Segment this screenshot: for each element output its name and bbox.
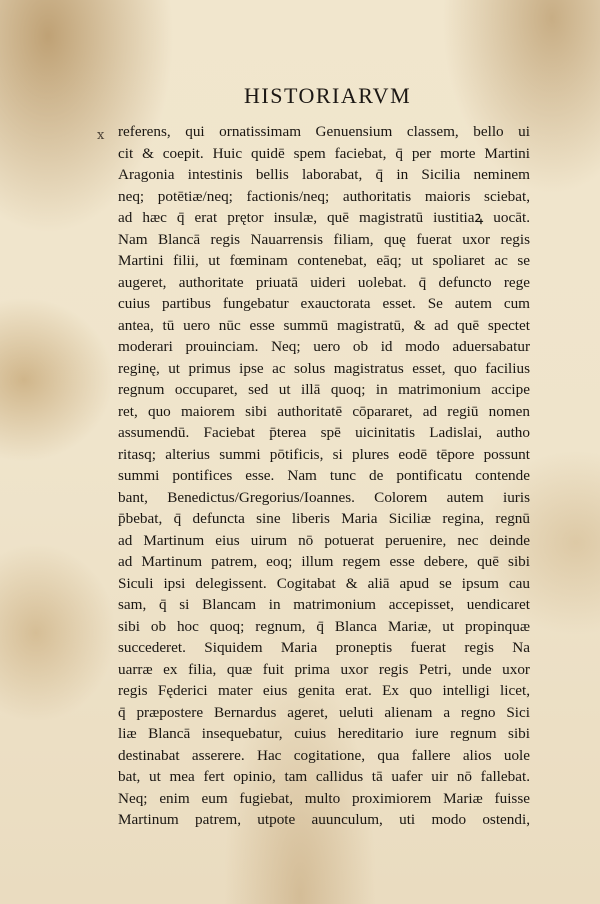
- text-line: Martinum patrem, utpote auunculum, uti modo ostendi,: [118, 811, 530, 828]
- text-line: liæ Blancā insequebatur, cuius hereditario iure regnum sibi: [118, 725, 530, 742]
- body-text: [118, 121, 530, 831]
- text-line: ret, quo maiorem sibi authoritatē cōpararet, ad regiū nomen: [118, 402, 530, 420]
- text-line: Martini filii, ut fœminam contenebat, eāq; ut spoliaret ac se: [118, 252, 530, 269]
- text-line: assumendū. Faciebat p̄terea spē uicinitatis Ladislai, autho: [118, 424, 530, 441]
- text-line: p̄bebat, q̄ defuncta sine liberis Maria Siciliæ regina, regnū: [118, 510, 530, 527]
- text-line: reginę, ut primus ipse ac solus magistratus esset, quo facilius: [118, 359, 530, 377]
- text-line: succederet. Siquidem Maria proneptis fuerat regis Na: [118, 639, 530, 656]
- text-line: ad Martinum patrem, eoq; illum regem esse debere, quē sibi: [118, 553, 530, 570]
- text-line: uarræ ex filia, quæ fuit prima uxor regis Petri, unde uxor: [118, 660, 530, 678]
- text-line: augeret, authoritate priuatā uideri uolebat. q̄ defuncto rege: [118, 273, 530, 291]
- text-line: sam, q̄ si Blancam in matrimonium accepisset, uendicaret: [118, 596, 530, 613]
- text-line: ad Martinum eius uirum nō potuerat peruenire, nec deinde: [118, 531, 530, 549]
- text-line: bant, Benedictus/Gregorius/Ioannes. Colorem autem iuris: [118, 488, 530, 506]
- text-line: cit & coepit. Huic quidē spem faciebat, q̄ per morte Martini: [118, 144, 530, 162]
- text-line: summi pontifices esse. Nam tunc de pontificatu contende: [118, 467, 530, 484]
- text-line: Neq; enim eum fugiebat, multo proximiorem Mariæ fuisse: [118, 789, 530, 807]
- text-line: regis Fęderici mater eius genita erat. Ex quo intelligi licet,: [118, 682, 530, 699]
- margin-mark: x: [97, 128, 105, 143]
- running-header: HISTORIARVM: [244, 83, 412, 108]
- text-line: sibi ob hoc quoq; regnum, q̄ Blanca Mariæ, ut propinquæ: [118, 617, 530, 635]
- text-line: bat, ut mea fert opinio, tam callidus tā uafer uir nō fallebat.: [118, 768, 530, 785]
- text-line: Siculi ipsi delegissent. Cogitabat & aliā apud se ipsum cau: [118, 574, 530, 592]
- text-line: regnum occuparet, sed ut illā quoq; in matrimonium accipe: [118, 381, 530, 398]
- text-line: destinabat asserere. Hac cogitatione, qua fallere alios uole: [118, 746, 530, 764]
- text-line: referens, qui ornatissimam Genuensium classem, bello ui: [118, 123, 530, 140]
- text-line: neq; potētiæ/neq; factionis/neq; authoritatis maioris sciebat,: [118, 187, 530, 205]
- text-line: q̄ præpostere Bernardus ageret, ueluti alienam a regno Sici: [118, 703, 530, 721]
- text-line: ad hæc q̄ erat prętor insulæ, quē magistratū iustitiaꝝ uocāt.: [118, 209, 530, 226]
- text-line: Nam Blancā regis Nauarrensis filiam, quę fuerat uxor regis: [118, 230, 530, 248]
- text-line: Aragonia intestinis bellis laborabat, q̄ in Sicilia neminem: [118, 166, 530, 183]
- text-line: ritasq; alterius summi pōtificis, si plures eodē tēpore possunt: [118, 445, 530, 463]
- text-line: moderari prouinciam. Neq; uero ob id modo aduersabatur: [118, 338, 530, 355]
- text-line: antea, tū uero nūc esse summū magistratū, & ad quē spectet: [118, 316, 530, 334]
- text-line: cuius partibus fungebatur exauctorata esset. Se autem cum: [118, 295, 530, 312]
